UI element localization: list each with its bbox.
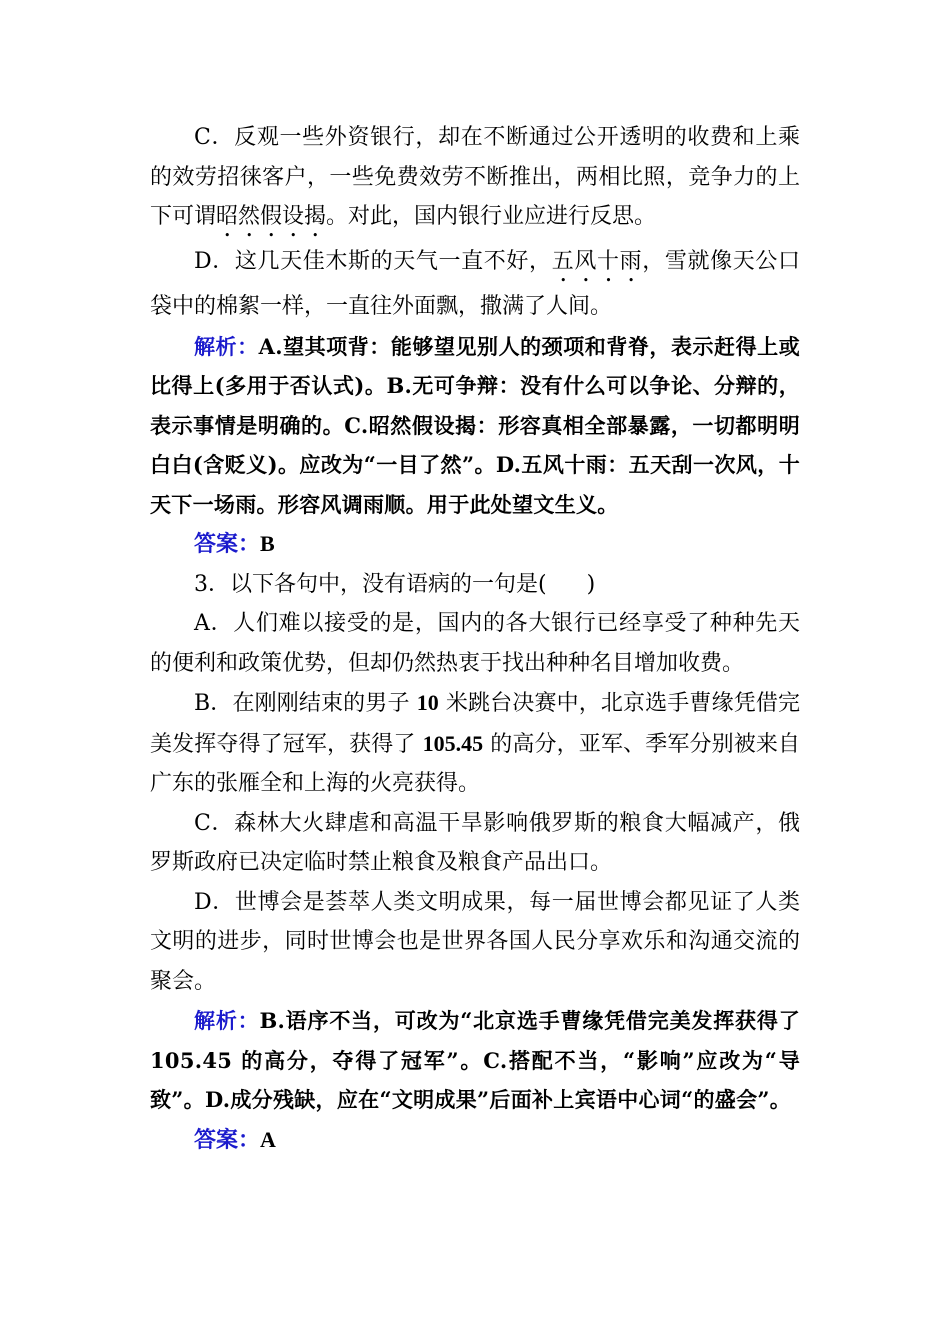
- q3-analysis: 解析：B.语序不当，可改为“北京选手曹缘凭借完美发挥获得了 105.45 的高分，夺得了冠军”。C.搭配不当，“影响”应改为“导致”。D.成分残缺，应在“文明成果”后面补上宾语中心词“的盛会”。: [150, 1008, 801, 1112]
- q3-option-c: C．森林大火肆虐和高温干旱影响俄罗斯的粮食大幅减产，俄罗斯政府已决定临时禁止粮食及粮食产品出口。: [150, 810, 800, 875]
- q2-option-c: C．反观一些外资银行，却在不断通过公开透明的收费和上乘的效劳招徕客户，一些免费效劳不断推出，两相比照，竞争力的上下可谓昭然假设揭。对此，国内银行业应进行反思。: [150, 125, 800, 229]
- q2-option-d: D．这几天佳木斯的天气一直不好，五风十雨，雪就像天公口袋中的棉絮一样，一直往外面飘，撒满了人间。: [150, 249, 800, 319]
- document-page: [150, 118, 800, 1160]
- analysis-label: 解析：: [194, 333, 259, 359]
- q3-option-d: D．世博会是荟萃人类文明成果，每一届世博会都见证了人类文明的进步，同时世博会也是世界各国人民分享欢乐和沟通交流的聚会。: [150, 889, 801, 994]
- q3-option-a: A．人们难以接受的是，国内的各大银行已经享受了种种先天的便利和政策优势，但却仍然热衷于找出种种名目增加收费。: [150, 611, 800, 676]
- answer-label: 答案：: [194, 531, 261, 557]
- answer-value: A: [260, 1126, 276, 1152]
- q3-answer: [150, 1120, 800, 1161]
- answer-value: B: [260, 531, 275, 556]
- analysis-label: 解析：: [194, 1008, 260, 1033]
- emphasized-idiom: 昭然假设揭: [216, 204, 327, 229]
- q2-answer: [150, 524, 800, 565]
- q3-option-b: B．在刚刚结束的男子 10 米跳台决赛中，北京选手曹缘凭借完美发挥夺得了冠军，获得了 105.45 的高分，亚军、季军分别被来自广东的张雁全和上海的火亮获得。: [150, 690, 800, 796]
- q2-analysis: 解析：A.望其项背：能够望见别人的颈项和背脊，表示赶得上或比得上(多用于否认式)。B.无可争辩：没有什么可以争论、分辩的，表示事情是明确的。C.昭然假设揭：形容真相全部暴露，一切都明明白白(含贬义)。应改为“一目了然”。D.五风十雨：五天刮一次风，十天下一场雨。形容风调雨顺。用于此处望文生义。: [150, 333, 801, 517]
- answer-label: 答案：: [194, 1126, 261, 1153]
- q3-stem: 3．以下各句中，没有语病的一句是( ): [194, 571, 596, 597]
- emphasized-idiom: 五风十雨: [551, 249, 643, 274]
